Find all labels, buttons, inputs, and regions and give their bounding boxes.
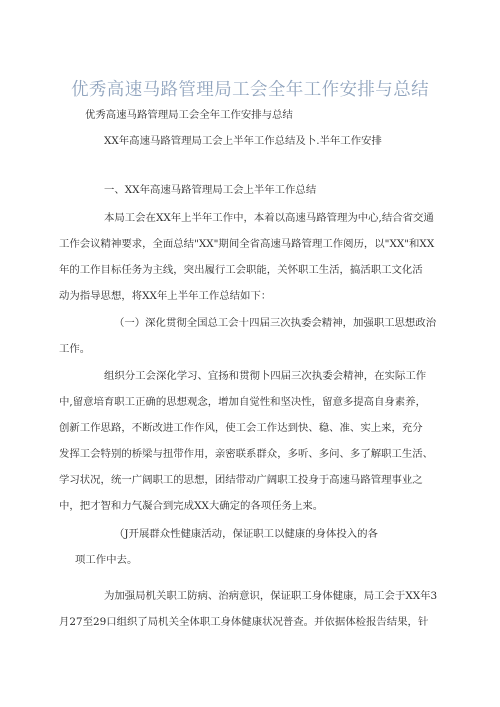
paragraph-line: 月27至29口组织了局机关全体职工身体健康状况普查。并依据体检报告结果，针 bbox=[59, 616, 429, 628]
document-subtitle: 优秀高速马路管理局工会全年工作安排与总结 bbox=[85, 109, 293, 121]
item-heading: 工作。 bbox=[59, 343, 91, 355]
paragraph-line: 创新工作思路，不断改进工作作风，使工会工作达到快、稳、准、实上来，充分 bbox=[59, 422, 423, 434]
paragraph-line: 动为指导思想，将XX年上半年工作总结如下： bbox=[59, 290, 272, 302]
item-heading: （一）深化贯彻全国总工会十四届三次执委会精神，加强职工思想政治 bbox=[114, 317, 437, 329]
paragraph-line: 年的工作目标任务为主线，突出履行工会职能，关怀职工生活，搞活职工文化活 bbox=[59, 264, 423, 276]
paragraph-line: 中,留意培育职工正确的思想观念，增加自觉性和坚决性，留意多提高自身素养， bbox=[59, 396, 426, 408]
paragraph-line: 中，把才智和力气凝合到完成XX大确定的各项任务上来。 bbox=[59, 500, 324, 512]
section-heading: 一、XX年高速马路管理局工会上半年工作总结 bbox=[104, 184, 317, 196]
paragraph-line: 为加强局机关职工防病、治病意识，保证职工身体健康，局工会于XX年3 bbox=[104, 590, 438, 602]
item-heading: 项工作中去。 bbox=[75, 554, 138, 566]
paragraph-line: 组织分工会深化学习、宜扬和贯彻卜四届三次执委会精神，在实际工作 bbox=[104, 370, 427, 382]
document-title: 优秀高速马路管理局工会全年工作安排与总结 bbox=[71, 80, 429, 100]
paragraph-line: 本局工会在XX年上半年工作中，本着以高速马路管理为中心,结合省交通 bbox=[104, 212, 434, 224]
sub-heading: XX年高速马路管理局工会上半年工作总结及卜.半年工作安排 bbox=[104, 135, 382, 147]
item-heading: （J开展群众性健康活动，保证职工以健康的身体投入的各 bbox=[114, 528, 378, 540]
paragraph-line: 工作会议精神要求，全面总结"XX"期间全省高速马路管理工作阅历，以"XX"和XX bbox=[59, 238, 435, 250]
paragraph-line: 发挥工会特别的桥梁与扭带作用，亲密联系群众，多听、多问、多了解职工生活、 bbox=[59, 448, 434, 460]
paragraph-line: 学习状况，统一广阔职工的思想，团结带动广阔职工投身于高速马路管理事业之 bbox=[59, 474, 423, 486]
